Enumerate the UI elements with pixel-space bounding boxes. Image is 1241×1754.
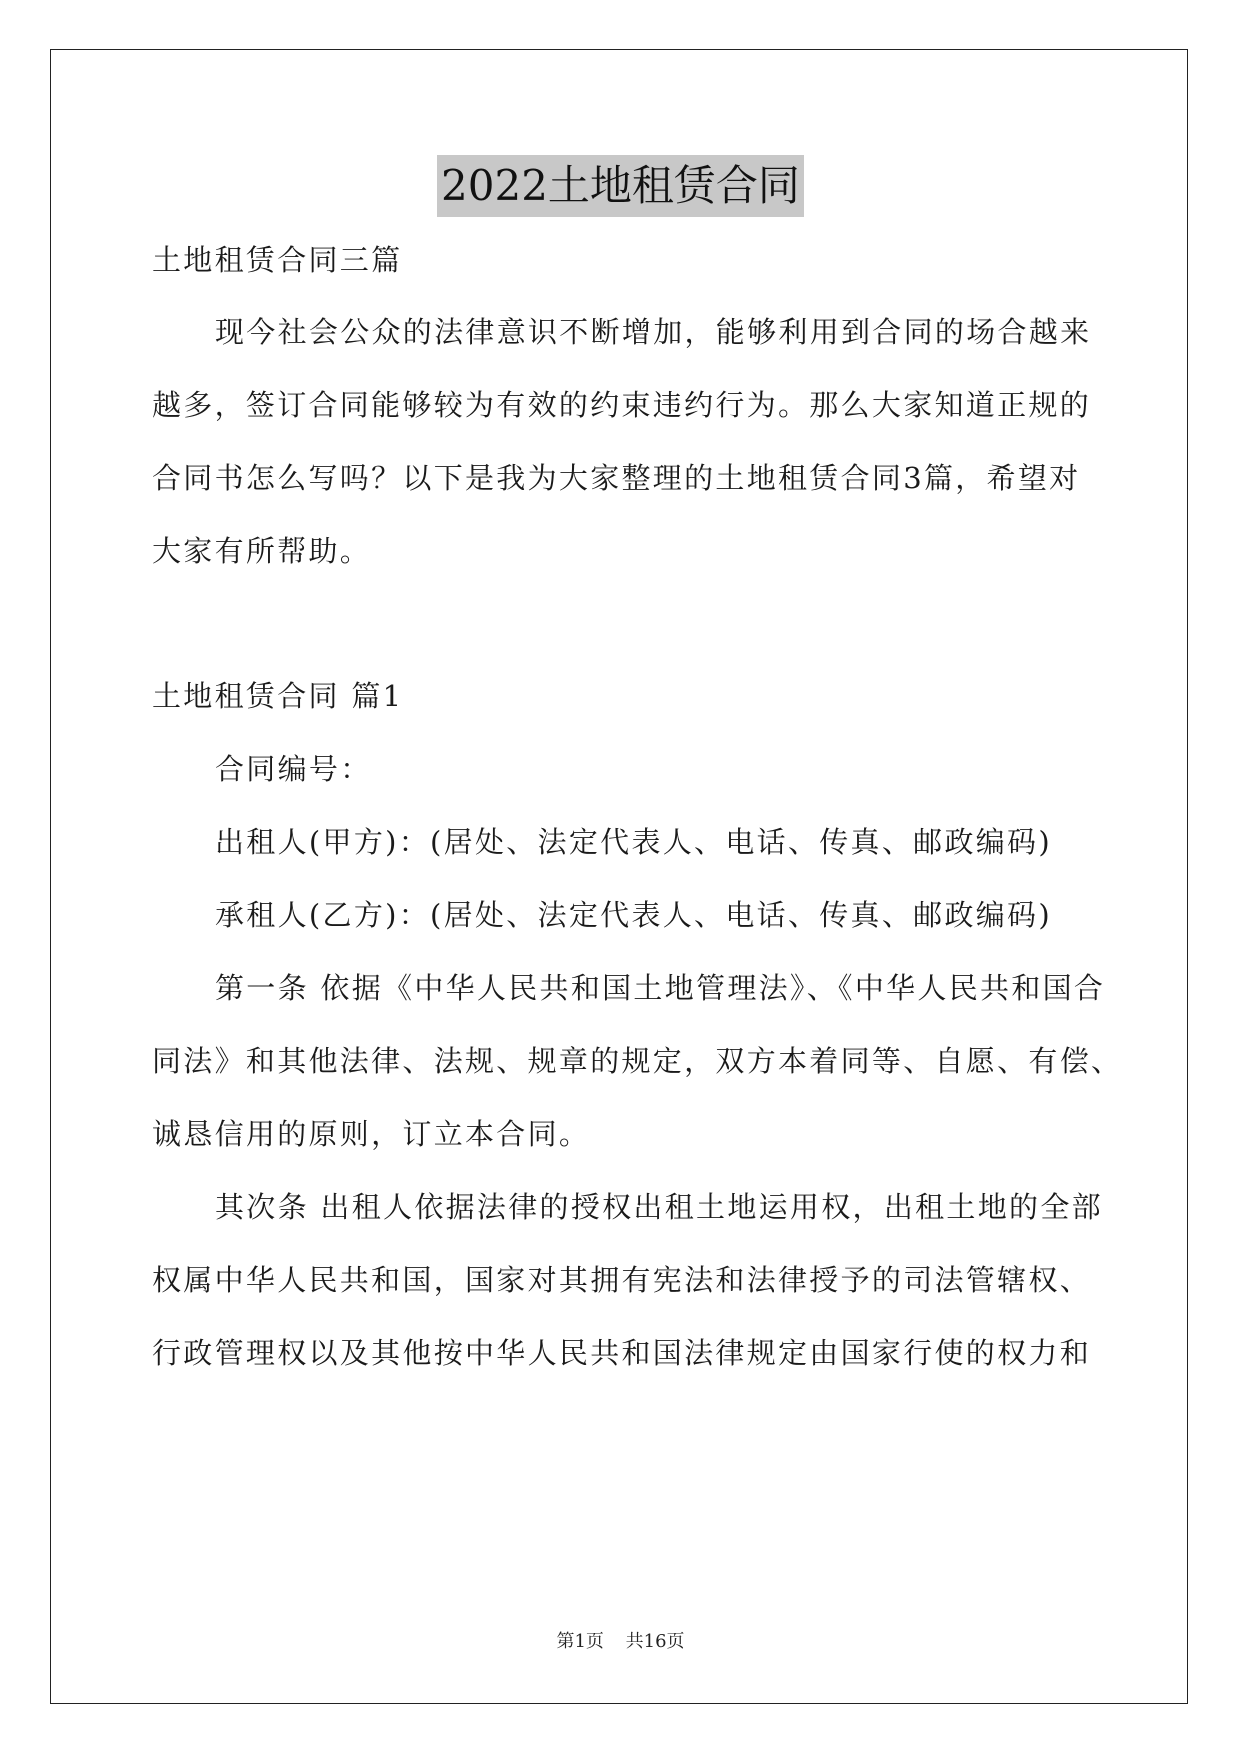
page-total: 共16页 [625,1631,685,1652]
paragraph-line: 现今社会公众的法律意识不断增加，能够利用到合同的场合越来 [215,315,1092,349]
paragraph-line: 同法》和其他法律、法规、规章的规定，双方本着同等、自愿、有偿、 [152,1044,1123,1078]
paragraph-line: 第一条 依据《中华人民共和国土地管理法》、《中华人民共和国合 [215,971,1106,1005]
page-number: 第1页 [556,1631,604,1652]
paragraph-line: 行政管理权以及其他按中华人民共和国法律规定由国家行使的权力和 [152,1336,1092,1370]
paragraph-line: 诚恳信用的原则，订立本合同。 [152,1117,591,1151]
page-border [50,49,1188,1704]
paragraph-line: 大家有所帮助。 [152,534,372,568]
lessee-line: 承租人(乙方)：(居处、法定代表人、电话、传真、邮政编码) [215,898,1052,932]
paragraph-line: 权属中华人民共和国，国家对其拥有宪法和法律授予的司法管辖权、 [152,1263,1092,1297]
paragraph-line: 其次条 出租人依据法律的授权出租土地运用权，出租土地的全部 [215,1190,1103,1224]
paragraph-line: 越多，签订合同能够较为有效的约束违约行为。那么大家知道正规的 [152,388,1092,422]
lessor-line: 出租人(甲方)：(居处、法定代表人、电话、传真、邮政编码) [215,825,1052,859]
section-heading: 土地租赁合同 篇1 [152,679,404,713]
document-title: 2022土地租赁合同 [437,155,804,217]
page-footer [0,1630,1241,1654]
paragraph-line: 合同书怎么写吗？以下是我为大家整理的土地租赁合同3篇，希望对 [152,461,1081,495]
section-heading: 土地租赁合同三篇 [152,243,403,277]
contract-number-line: 合同编号： [215,752,372,786]
title-container [0,155,1241,217]
